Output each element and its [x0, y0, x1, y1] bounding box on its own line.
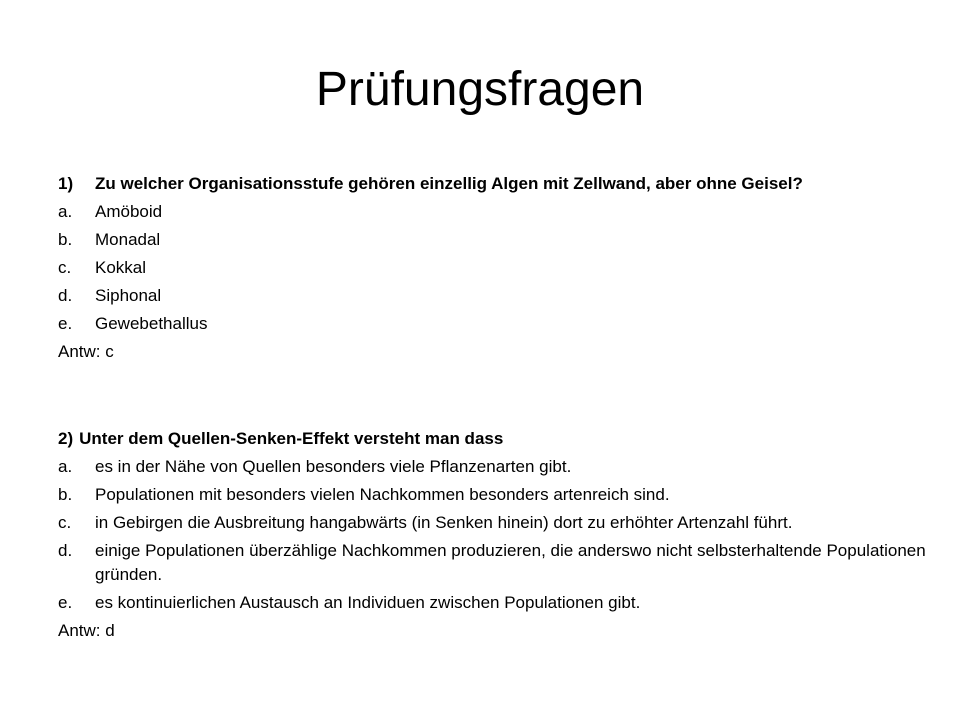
answer: Antw: c	[58, 342, 114, 361]
option-b	[58, 226, 928, 254]
option-text: in Gebirgen die Ausbreitung hangabwärts (in Senken hinein) dort zu erhöhter Artenzahl führt.	[95, 513, 793, 532]
question-number: 2)	[58, 429, 74, 448]
option-d	[58, 282, 928, 310]
option-text: Siphonal	[95, 286, 162, 305]
option-text: es in der Nähe von Quellen besonders viele Pflanzenarten gibt.	[95, 457, 572, 476]
option-c	[58, 254, 928, 282]
option-letter: e.	[58, 314, 73, 333]
option-a	[58, 453, 928, 481]
option-d	[58, 537, 928, 589]
option-e	[58, 589, 928, 617]
option-text: Kokkal	[95, 258, 147, 277]
question-1-heading	[58, 170, 928, 198]
answer: Antw: d	[58, 621, 115, 640]
option-text: Gewebethallus	[95, 314, 208, 333]
question-number: 1)	[58, 174, 74, 193]
question-text: Zu welcher Organisationsstufe gehören einzellig Algen mit Zellwand, aber ohne Geisel?	[95, 174, 803, 193]
option-letter: c.	[58, 513, 72, 532]
option-text: einige Populationen überzählige Nachkommen produzieren, die anderswo nicht selbsterhaltende Populationen gründen.	[95, 541, 926, 584]
option-text: Monadal	[95, 230, 161, 249]
option-letter: b.	[58, 485, 73, 504]
option-text: es kontinuierlichen Austausch an Individuen zwischen Populationen gibt.	[95, 593, 641, 612]
option-letter: a.	[58, 202, 73, 221]
option-letter: d.	[58, 541, 73, 560]
option-letter: b.	[58, 230, 73, 249]
question-1	[58, 170, 928, 366]
option-e	[58, 310, 928, 338]
option-letter: d.	[58, 286, 73, 305]
option-text: Populationen mit besonders vielen Nachkommen besonders artenreich sind.	[95, 485, 670, 504]
question-2-heading	[58, 425, 928, 453]
option-letter: a.	[58, 457, 73, 476]
option-a	[58, 198, 928, 226]
question-text: Unter dem Quellen-Senken-Effekt versteht man dass	[79, 429, 504, 448]
option-letter: c.	[58, 258, 72, 277]
question-2	[58, 425, 928, 645]
option-c	[58, 509, 928, 537]
option-b	[58, 481, 928, 509]
slide-title: Prüfungsfragen	[315, 63, 645, 116]
option-text: Amöboid	[95, 202, 163, 221]
option-letter: e.	[58, 593, 73, 612]
